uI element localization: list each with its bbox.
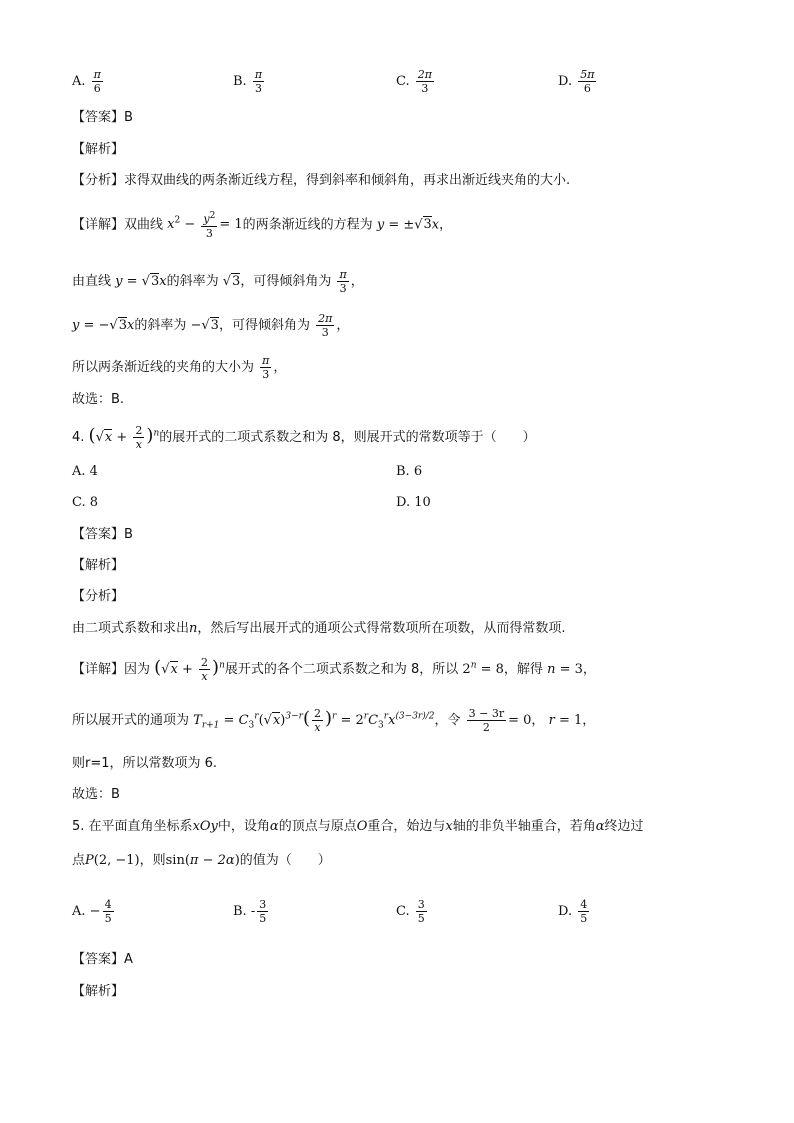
answer-tag: 【答案】: [72, 110, 125, 125]
line-text: 则r=1，所以常数项为 6.: [72, 756, 218, 771]
question-text: 的值为（ ）: [239, 853, 331, 868]
q3-fenxi: [72, 172, 570, 190]
detail-tag: 【详解】: [72, 217, 125, 233]
analysis-tag: 【解析】: [72, 984, 125, 999]
q3-option-d: [558, 68, 598, 95]
question-text: 的顶点与原点: [278, 819, 357, 834]
option-fraction: [92, 68, 103, 95]
binomial-expression: (√x + $\frac{2}{x}$ )$^n$: [88, 424, 160, 451]
q4-fenxi-tag: [72, 588, 124, 606]
detail-text: 的两条渐近线的方程为: [242, 217, 373, 233]
option-label: D.: [558, 904, 573, 919]
option-fraction: [578, 898, 589, 925]
q4-choose: [72, 786, 120, 804]
analysis-tag: 【解析】: [72, 142, 125, 157]
option-fraction: [416, 898, 427, 925]
fenxi-text: ，然后写出展开式的通项公式得常数项所在项数，从而得常数项.: [197, 621, 566, 636]
zero-equation: $\frac{3 - 3r}{2}$ = 0: [468, 707, 532, 734]
n-value: n = 3: [547, 662, 583, 677]
fenxi-tag: 【分析】: [72, 173, 125, 188]
question-text: 终边过: [604, 819, 644, 834]
question-number: 4.: [72, 430, 85, 445]
q3-option-a: [72, 68, 105, 95]
question-number: 5.: [72, 819, 85, 834]
q4-line2: 所以展开式的通项为 $T_{r+1} = C_3^r(√x)^{3-r}$( $\frac{2}{x}$ )$^r = 2^rC_3^rx^{(3-3r)/2}$，令 $\frac{3 - 3r}{2}$ = 0， r = 1，: [72, 707, 596, 734]
q5-stem-2: [72, 852, 331, 870]
question-text: ，则: [139, 853, 166, 868]
asymptote-equation: y = ±√3x: [376, 217, 440, 233]
hyperbola-equation: $x^2$ − $\frac{y^2}{3}$ = 1: [167, 211, 243, 240]
line-text: 的斜率为: [134, 318, 187, 333]
option-label: C.: [72, 495, 86, 510]
option-value: 4: [89, 464, 98, 479]
q4-option-b: [396, 463, 422, 481]
angle-fraction: $\frac{\pi}{3}$: [262, 354, 270, 381]
q5-analysis-tag: [72, 983, 124, 1001]
q3-line2: 由直线 y = √3x的斜率为 √3，可得倾斜角为 $\frac{\pi}{3}$ ，: [72, 268, 364, 295]
q3-choose: [72, 391, 124, 409]
option-value: 10: [414, 495, 431, 510]
r-value: r = 1: [548, 713, 583, 728]
fenxi-tag: 【分析】: [72, 589, 125, 604]
fraction-den: 5: [259, 912, 267, 925]
option-label: A.: [72, 74, 86, 89]
q3-analysis-tag: [72, 141, 124, 159]
detail-text: 因为: [124, 662, 151, 677]
option-label: A.: [72, 904, 86, 919]
fenxi-text: 求得双曲线的两条渐近线方程，得到斜率和倾斜角，再求出渐近线夹角的大小.: [124, 173, 571, 188]
option-sign: −: [89, 904, 101, 919]
q4-line3: [72, 755, 217, 773]
fraction-num: 4: [104, 898, 112, 911]
point-p: P(2, −1): [85, 853, 140, 868]
fenxi-text: 由二项式系数和求出: [72, 621, 190, 636]
fraction-num: 3: [259, 898, 267, 911]
fraction-den: 6: [583, 82, 591, 95]
question-text: 中，设角: [217, 819, 270, 834]
option-fraction: [253, 68, 264, 95]
analysis-tag: 【解析】: [72, 558, 125, 573]
q4-analysis-tag: [72, 557, 124, 575]
fraction-den: 5: [104, 912, 112, 925]
option-label: B.: [233, 904, 247, 919]
option-fraction: [578, 68, 596, 95]
fraction-den: 6: [93, 82, 101, 95]
q4-stem: [72, 424, 536, 451]
choose-text: 故选：B: [72, 787, 120, 802]
detail-tag: 【详解】: [72, 662, 125, 677]
q5-option-d: [558, 898, 591, 925]
q3-line4: 所以两条渐近线的夹角的大小为 $\frac{\pi}{3}$ ，: [72, 354, 287, 381]
option-label: C.: [396, 74, 410, 89]
fraction-num: 5π: [580, 68, 595, 81]
option-sign: -: [250, 904, 256, 919]
option-value: 6: [413, 464, 423, 479]
option-label: B.: [233, 74, 247, 89]
question-text: 点: [72, 853, 86, 868]
answer-tag: 【答案】: [72, 527, 125, 542]
line-text: 所以两条渐近线的夹角的大小为: [72, 360, 255, 375]
fraction-den: 3: [421, 82, 429, 95]
q4-option-c: [72, 494, 98, 512]
answer-value: A: [124, 952, 133, 967]
q5-option-c: [396, 898, 429, 925]
option-label: B.: [396, 464, 410, 479]
line-text: ，可得倾斜角为: [240, 274, 332, 289]
fraction-num: 3: [417, 898, 425, 911]
q4-detail: 【详解】因为 (√x + $\frac{2}{x}$ )$^n$展开式的各个二项式系数之和为 8，所以 2$^n$ = 8，解得 n = 3，: [72, 656, 596, 683]
line-text: 所以展开式的通项为: [72, 713, 190, 728]
answer-value: B: [124, 527, 133, 542]
answer-tag: 【答案】: [72, 952, 125, 967]
q5-stem: 5. 在平面直角坐标系xOy中，设角α的顶点与原点O重合，始边与x轴的非负半轴重合，若角α终边过: [72, 819, 644, 834]
line-equation: y = √3x: [115, 274, 167, 289]
fraction-num: π: [93, 68, 101, 81]
q4-option-a: [72, 463, 98, 481]
sum-equation: 2$^n$ = 8: [462, 660, 504, 677]
detail-text: ，解得: [503, 662, 543, 677]
choose-text: 故选：B.: [72, 392, 125, 407]
angle-fraction: $\frac{2\pi}{3}$: [318, 312, 333, 339]
fraction-den: 5: [417, 912, 425, 925]
q3-line3: y = −√3x的斜率为 −√3，可得倾斜角为 $\frac{2\pi}{3}$ ，: [72, 312, 350, 339]
fraction-num: π: [254, 68, 263, 81]
q3-option-c: [396, 68, 436, 95]
answer-value: B: [124, 110, 133, 125]
slope-value: √3: [222, 274, 241, 289]
q4-option-d: [396, 494, 431, 512]
line-text: 由直线: [72, 274, 112, 289]
option-label: C.: [396, 904, 410, 919]
question-text: 的展开式的二项式系数之和为 8，则展开式的常数项等于（ ）: [159, 430, 536, 445]
line-equation: y = −√3x: [72, 318, 135, 333]
binomial-expression: (√x + $\frac{2}{x}$ )$^n$: [154, 656, 225, 683]
option-label: D.: [558, 74, 573, 89]
option-label: A.: [72, 464, 86, 479]
detail-text: 双曲线: [124, 217, 164, 233]
q3-answer: [72, 109, 133, 127]
line-text: ，令: [434, 713, 461, 728]
option-fraction: [257, 898, 268, 925]
q3-option-b: [233, 68, 266, 95]
q3-detail: 【详解】双曲线 $x^2$ − $\frac{y^2}{3}$ = 1的两条渐近线的方程为 y = ±√3x，: [72, 211, 453, 240]
fraction-num: 2π: [417, 68, 432, 81]
slope-value: −√3: [190, 318, 219, 333]
q5-answer: [72, 951, 133, 969]
fraction-den: 5: [580, 912, 588, 925]
question-text: 在平面直角坐标系: [88, 819, 193, 834]
q5-option-a: [72, 898, 116, 925]
option-label: D.: [396, 495, 411, 510]
question-text: 重合，始边与: [367, 819, 446, 834]
detail-text: 展开式的各个二项式系数之和为 8，所以: [224, 662, 459, 677]
option-fraction: [103, 898, 114, 925]
option-value: 8: [89, 495, 99, 510]
q4-answer: [72, 526, 133, 544]
general-term: $T_{r+1} = C_3^r(√x)^{3-r}$( $\frac{2}{x}$ )$^r = 2^rC_3^rx^{(3-3r)/2}$: [193, 707, 435, 734]
line-text: 的斜率为: [166, 274, 219, 289]
question-text: 轴的非负半轴重合，若角: [452, 819, 596, 834]
fraction-num: 4: [580, 898, 588, 911]
line-text: ，可得倾斜角为: [218, 318, 310, 333]
fraction-den: 3: [254, 82, 262, 95]
q5-option-b: [233, 898, 270, 925]
q4-fenxi: 由二项式系数和求出n，然后写出展开式的通项公式得常数项所在项数，从而得常数项.: [72, 621, 566, 636]
angle-fraction: $\frac{\pi}{3}$: [339, 268, 347, 295]
sin-expression: sin(π − 2α): [165, 853, 240, 868]
option-fraction: [416, 68, 434, 95]
